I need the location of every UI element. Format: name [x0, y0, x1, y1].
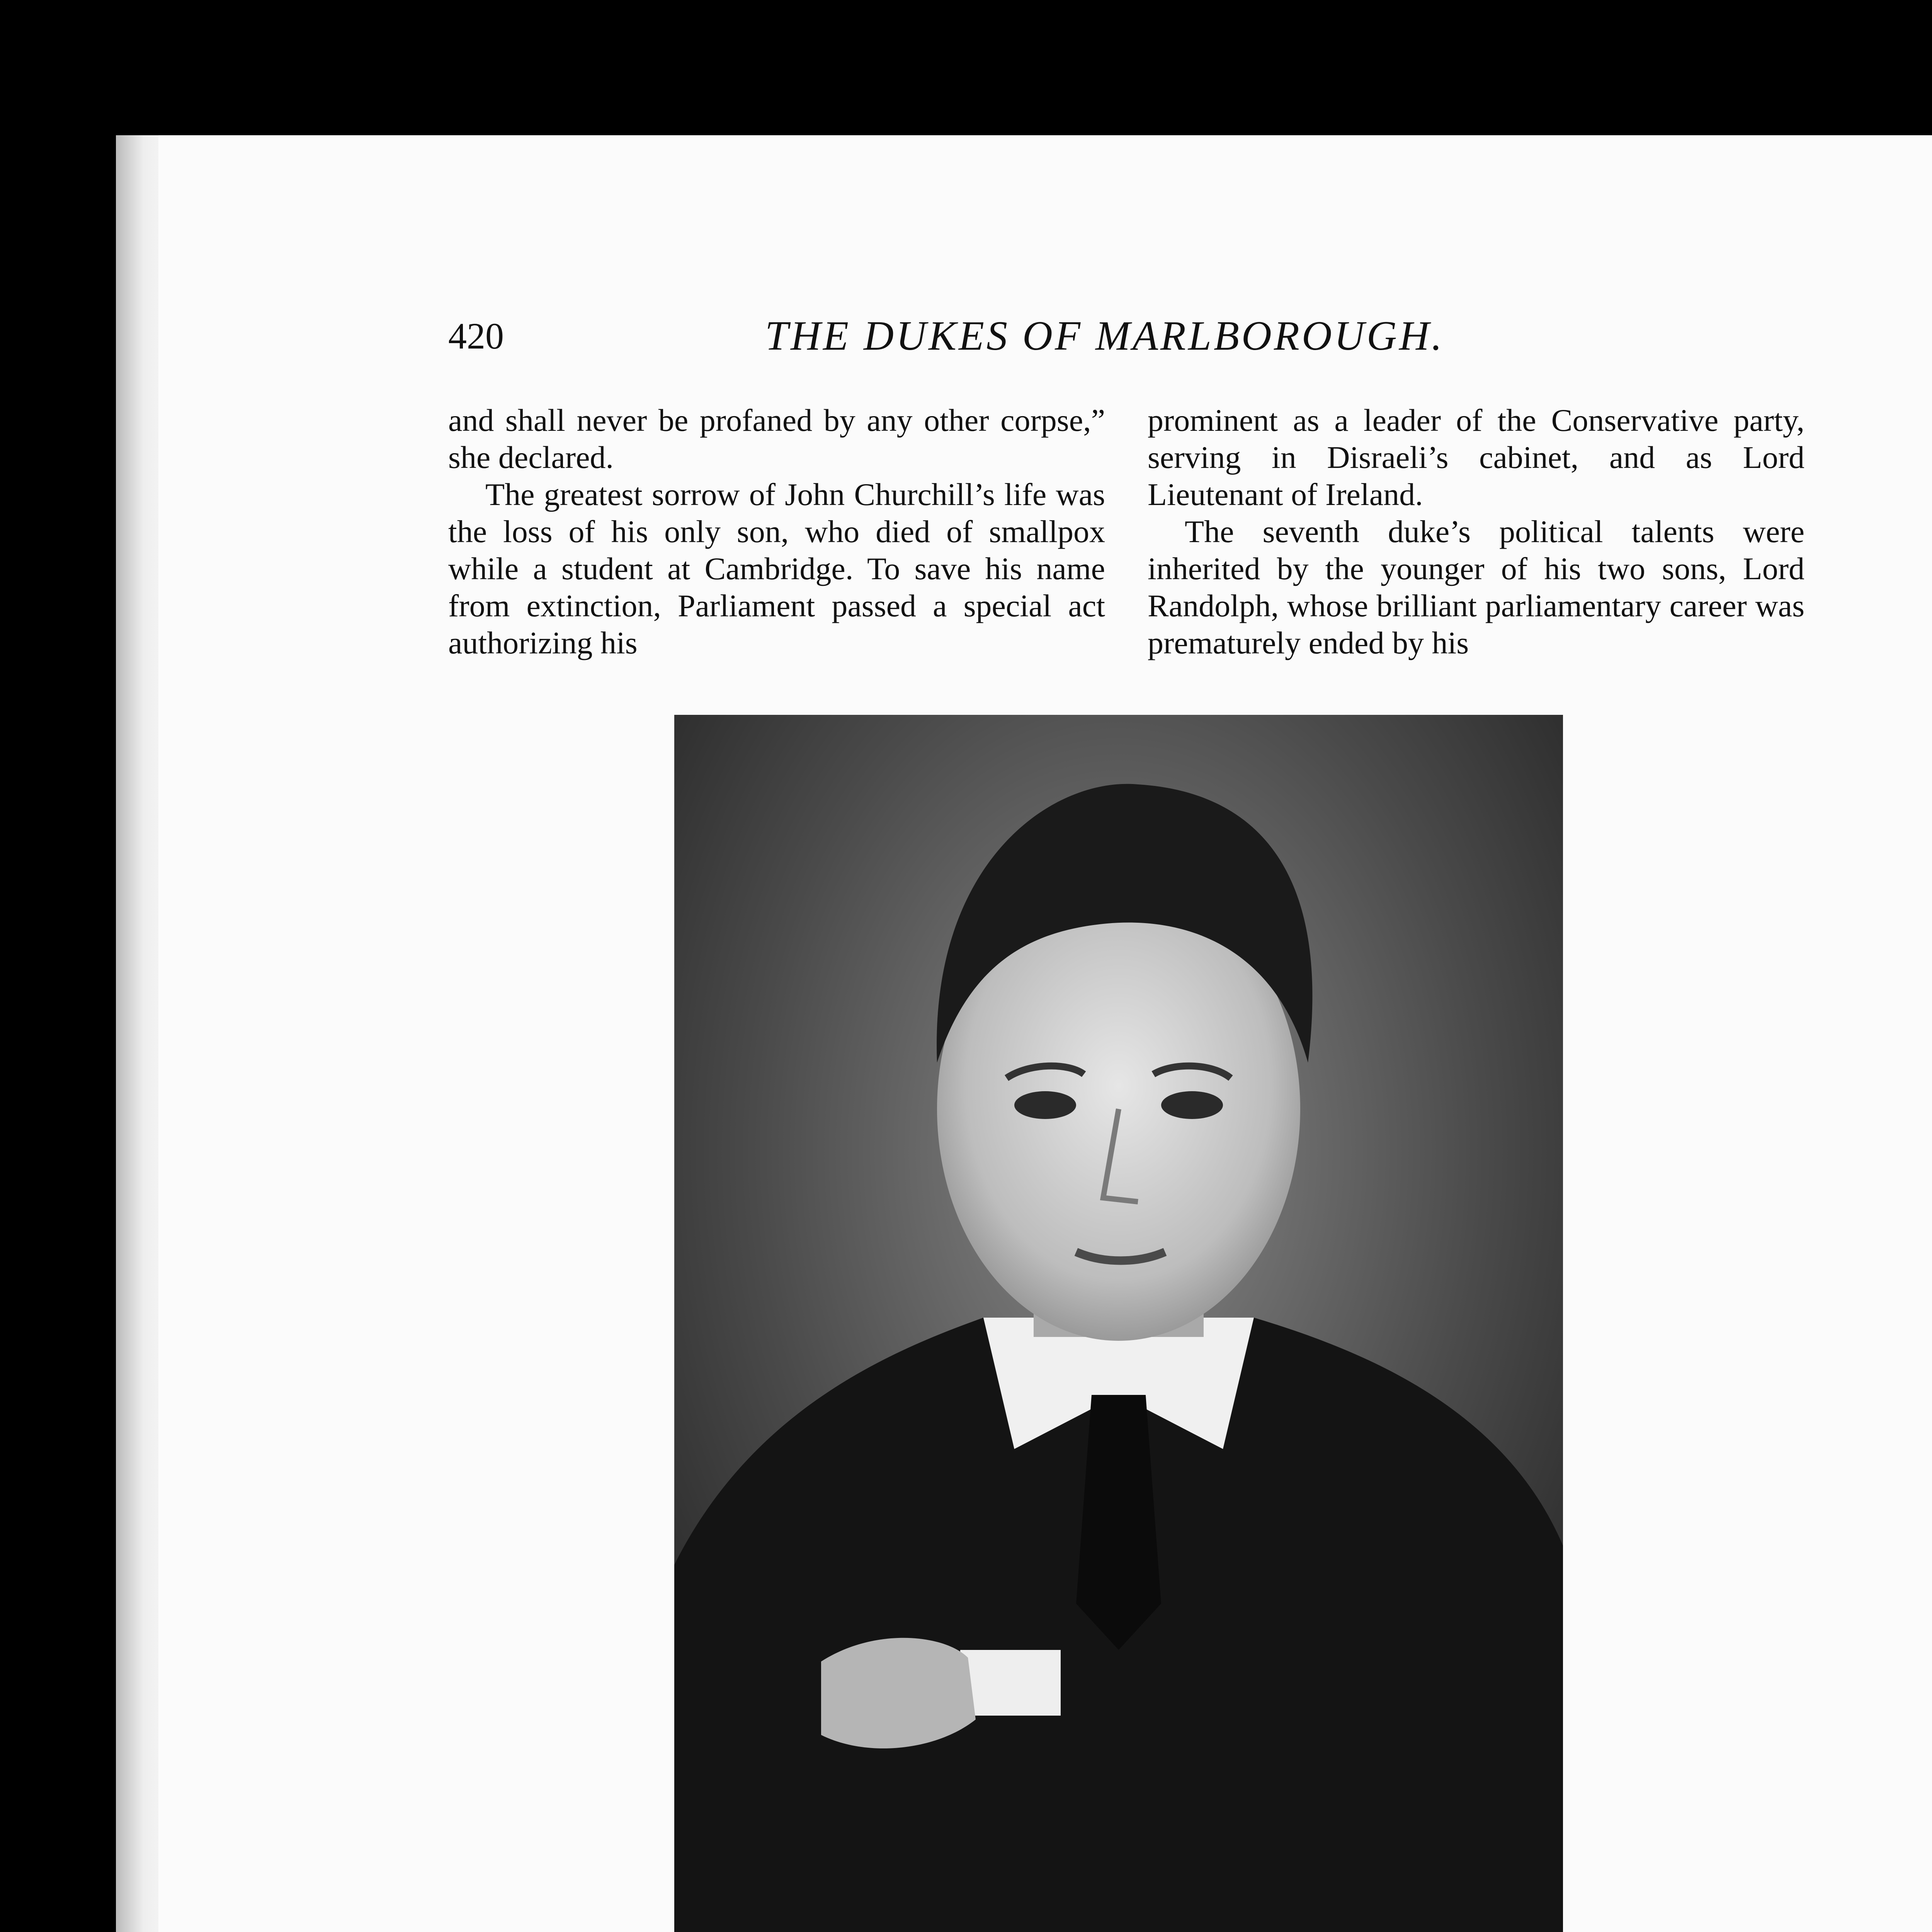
portrait-photograph	[674, 715, 1563, 1932]
page-gutter	[116, 135, 162, 1932]
paragraph: The seventh duke’s political talents were inherited by the younger of his two sons, Lord Randolph, whose brilliant parliamentary career was prematurely ended by his	[1148, 514, 1804, 660]
paragraph: The greatest sorrow of John Churchill’s life was the loss of his only son, who died of smallpox while a student at Cambridge. To save his name from extinction, Parliament passed a special act authorizing his	[448, 477, 1105, 660]
page-title: THE DUKES OF MARLBOROUGH.	[765, 313, 1444, 359]
article-column-top-right	[1148, 402, 1804, 662]
paragraph: and shall never be profaned by any other corpse,” she declared.	[448, 403, 1105, 475]
running-head	[448, 309, 1847, 363]
page-number: 420	[448, 315, 504, 357]
article-column-top-left	[448, 402, 1105, 662]
paragraph: prominent as a leader of the Conservative party, serving in Disraeli’s cabinet, and as Lord Lieutenant of Ireland.	[1148, 403, 1804, 512]
